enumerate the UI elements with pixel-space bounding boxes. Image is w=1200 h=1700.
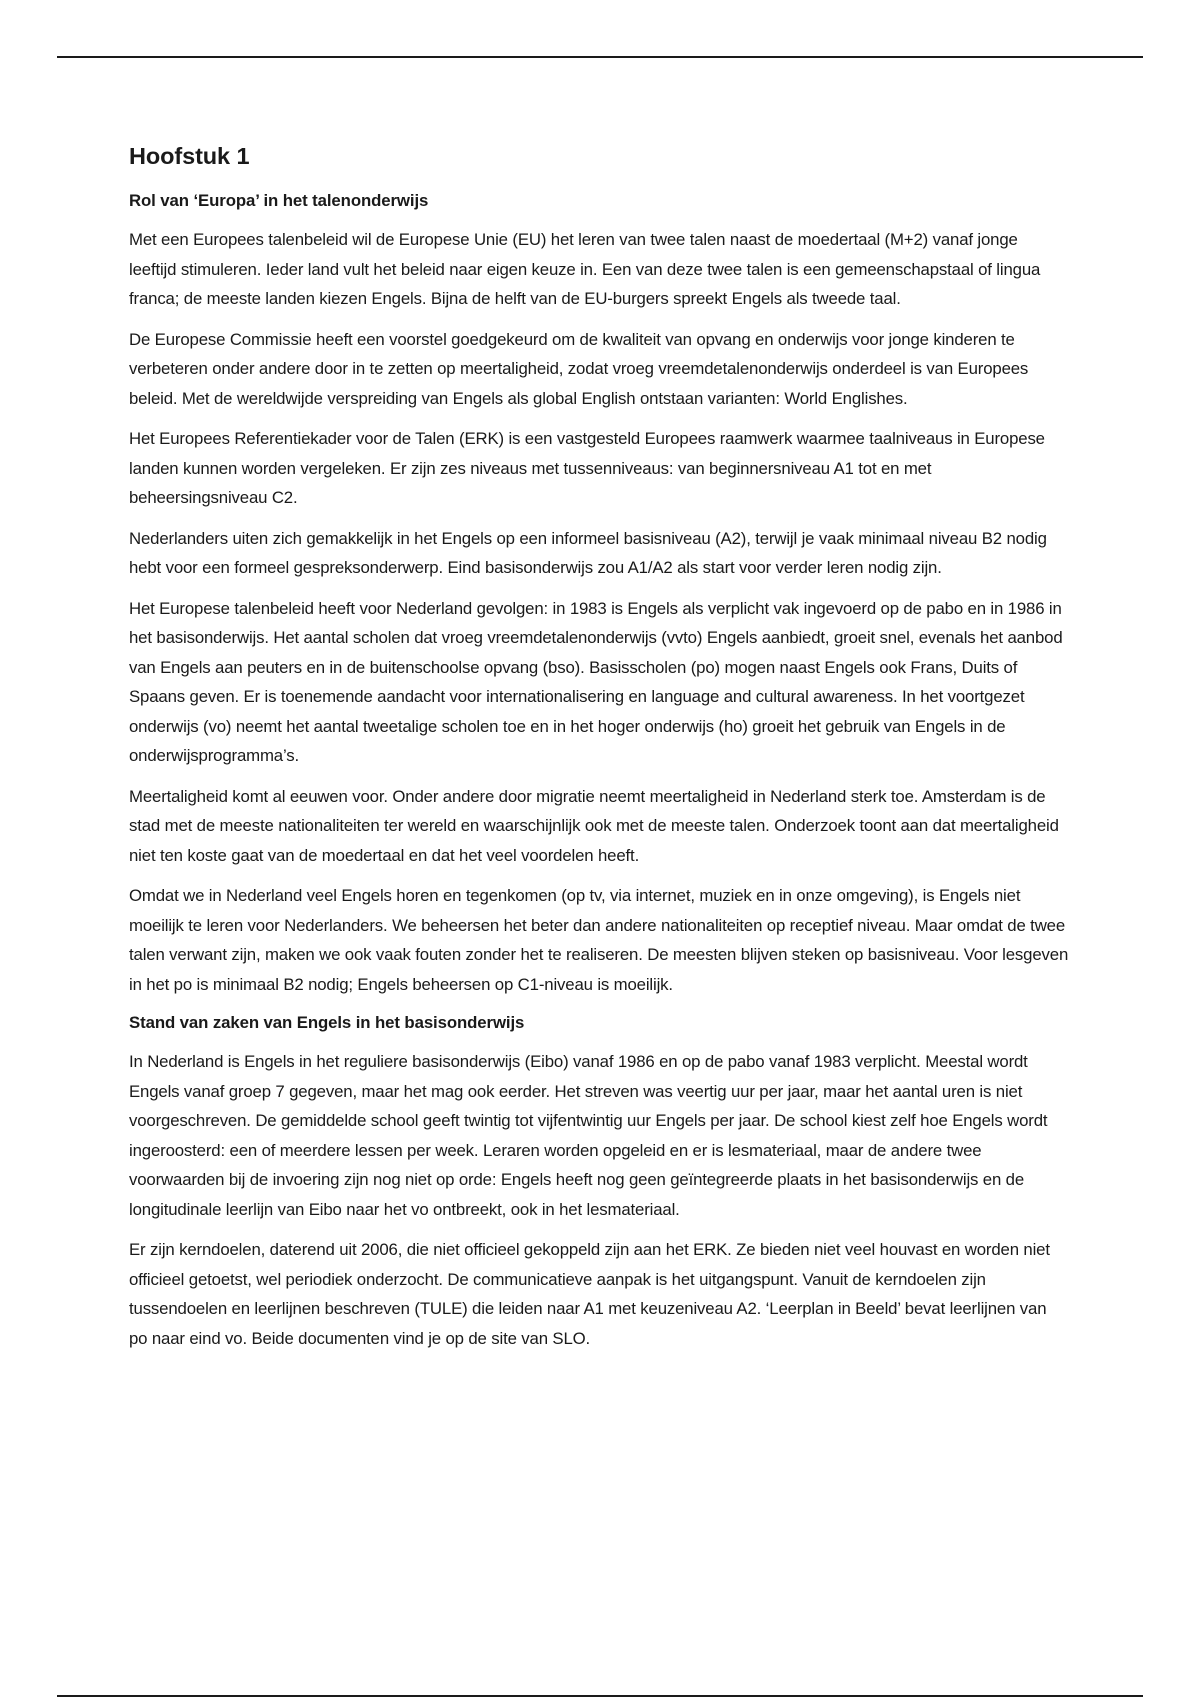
section-heading: Rol van ‘Europa’ in het talenonderwijs: [129, 191, 429, 210]
paragraph: De Europese Commissie heeft een voorstel goedgekeurd om de kwaliteit van opvang en onderwijs voor jonge kinderen te verbeteren onder andere door in te zetten op meertaligheid, zodat vroeg vreemdetalenonderwijs onderdeel is van Europees beleid. Met de wereldwijde verspreiding van Engels als global English ontstaan varianten: World Englishes.: [129, 329, 1029, 408]
footer-rule: [57, 1695, 1143, 1697]
paragraph: Meertaligheid komt al eeuwen voor. Onder andere door migratie neemt meertaligheid in Nederland sterk toe. Amsterdam is de stad met de meeste nationaliteiten ter wereld en waarschijnlijk ook met de meeste talen. Onderzoek toont aan dat meertaligheid niet ten koste gaat van de moedertaal en dat het veel voordelen heeft.: [129, 786, 1059, 865]
paragraph: Het Europese talenbeleid heeft voor Nederland gevolgen: in 1983 is Engels als verplicht vak ingevoerd op de pabo en in 1986 in het basisonderwijs. Het aantal scholen dat vroeg vreemdetalenonderwijs (vvto) Engels aanbiedt, groeit snel, evenals het aanbod van Engels aan peuters en in de buitenschoolse opvang (bso). Basisscholen (po) mogen naast Engels ook Frans, Duits of Spaans geven. Er is toenemende aandacht voor internationalisering en language and cultural awareness. In het voortgezet onderwijs (vo) neemt het aantal tweetalige scholen toe en in het hoger onderwijs (ho) groeit het gebruik van Engels in de onderwijsprogramma’s.: [129, 598, 1063, 765]
paragraph: Omdat we in Nederland veel Engels horen en tegenkomen (op tv, via internet, muziek en in onze omgeving), is Engels niet moeilijk te leren voor Nederlanders. We beheersen het beter dan andere nationaliteiten op receptief niveau. Maar omdat de twee talen verwant zijn, maken we ook vaak fouten zonder het te realiseren. De meesten blijven steken op basisniveau. Voor lesgeven in het po is minimaal B2 nodig; Engels beheersen op C1-niveau is moeilijk.: [129, 886, 1069, 994]
header-rule: [57, 56, 1143, 58]
paragraph: Nederlanders uiten zich gemakkelijk in het Engels op een informeel basisniveau (A2), terwijl je vaak minimaal niveau B2 nodig hebt voor een formeel gespreksonderwerp. Eind basisonderwijs zou A1/A2 als start voor verder leren nodig zijn.: [129, 528, 1047, 577]
document-body: [129, 139, 1069, 1364]
section-heading: Stand van zaken van Engels in het basisonderwijs: [129, 1013, 525, 1032]
paragraph: Met een Europees talenbeleid wil de Europese Unie (EU) het leren van twee talen naast de moedertaal (M+2) vanaf jonge leeftijd stimuleren. Ieder land vult het beleid naar eigen keuze in. Een van deze twee talen is een gemeenschapstaal of lingua franca; de meeste landen kiezen Engels. Bijna de helft van de EU-burgers spreekt Engels als tweede taal.: [129, 230, 1041, 308]
paragraph: In Nederland is Engels in het reguliere basisonderwijs (Eibo) vanaf 1986 en op de pabo vanaf 1983 verplicht. Meestal wordt Engels vanaf groep 7 gegeven, maar het mag ook eerder. Het streven was veertig uur per jaar, maar het aantal uren is niet voorgeschreven. De gemiddelde school geeft twintig tot vijfentwintig uur Engels per jaar. De school kiest zelf hoe Engels wordt ingeroosterd: een of meerdere lessen per week. Leraren worden opgeleid en er is lesmateriaal, maar de andere twee voorwaarden bij de invoering zijn nog niet op orde: Engels heeft nog geen geïntegreerde plaats in het basisonderwijs en de longitudinale leerlijn van Eibo naar het vo ontbreekt, ook in het lesmateriaal.: [129, 1052, 1048, 1219]
chapter-title: Hoofstuk 1: [129, 143, 250, 169]
paragraph: Er zijn kerndoelen, daterend uit 2006, die niet officieel gekoppeld zijn aan het ERK. Ze bieden niet veel houvast en worden niet officieel getoetst, wel periodiek onderzocht. De communicatieve aanpak is het uitgangspunt. Vanuit de kerndoelen zijn tussendoelen en leerlijnen beschreven (TULE) die leiden naar A1 met keuzeniveau A2. ‘Leerplan in Beeld’ bevat leerlijnen van po naar eind vo. Beide documenten vind je op de site van SLO.: [129, 1240, 1050, 1348]
paragraph: Het Europees Referentiekader voor de Talen (ERK) is een vastgesteld Europees raamwerk waarmee taalniveaus in Europese landen kunnen worden vergeleken. Er zijn zes niveaus met tussenniveaus: van beginnersniveau A1 tot en met beheersingsniveau C2.: [129, 429, 1045, 507]
